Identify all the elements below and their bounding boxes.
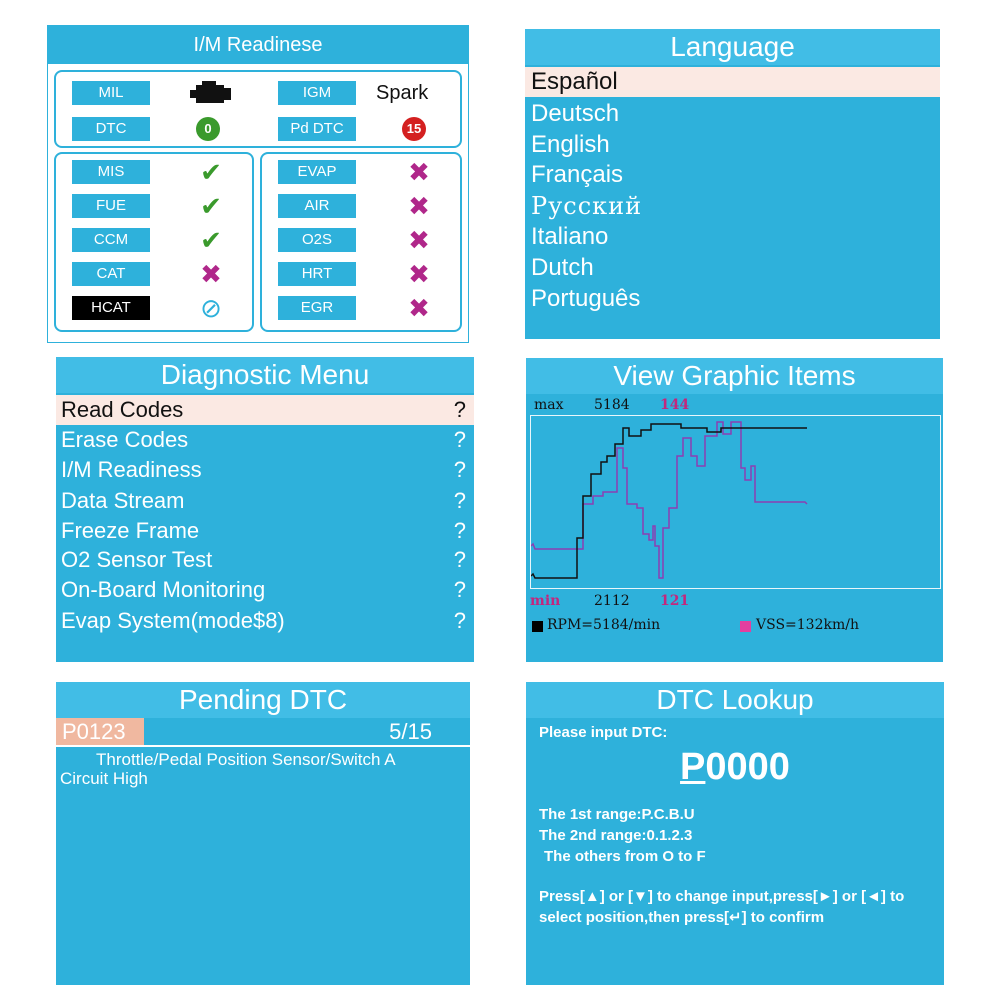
dtc-counter: 5/15 bbox=[389, 719, 432, 744]
menu-item-im-readiness[interactable] bbox=[56, 455, 474, 485]
graph-title: View Graphic Items bbox=[526, 358, 943, 394]
monitor-mis-label: MIS bbox=[72, 160, 150, 184]
help-icon: ? bbox=[453, 547, 466, 572]
monitor-evap-label: EVAP bbox=[278, 160, 356, 184]
min-rpm-value: 2112 bbox=[594, 593, 630, 609]
menu-item-label: Evap System(mode$8) bbox=[61, 608, 285, 633]
menu-item-freeze-frame[interactable] bbox=[56, 516, 474, 546]
language-option-espanol[interactable]: Español bbox=[525, 67, 940, 97]
graph-panel bbox=[526, 358, 943, 662]
cross-icon: ✖ bbox=[408, 225, 430, 255]
dtc-input-field[interactable] bbox=[526, 746, 944, 789]
dtc-description bbox=[60, 750, 440, 788]
monitor-hcat-label: HCAT bbox=[72, 296, 150, 320]
im-readiness-panel bbox=[47, 25, 469, 343]
pd-dtc-label: Pd DTC bbox=[278, 117, 356, 141]
pending-dtc-title: Pending DTC bbox=[56, 682, 470, 718]
range-others-text: The others from O to F bbox=[544, 848, 706, 865]
cross-icon: ✖ bbox=[408, 293, 430, 323]
help-icon: ? bbox=[453, 397, 466, 422]
max-rpm-value: 5184 bbox=[594, 397, 630, 413]
menu-item-on-board-monitoring[interactable] bbox=[56, 575, 474, 605]
vss-series-line bbox=[531, 422, 807, 578]
help-line-1: Press[▲] or [▼] to change input,press[►] or [◄] to bbox=[539, 888, 905, 905]
rpm-legend-swatch bbox=[532, 621, 543, 632]
max-vss-value: 144 bbox=[660, 397, 690, 413]
menu-item-label: Data Stream bbox=[61, 488, 185, 513]
pending-dtc-panel bbox=[56, 682, 470, 985]
language-option-deutsch[interactable]: Deutsch bbox=[531, 100, 620, 127]
monitor-cat-label: CAT bbox=[72, 262, 150, 286]
divider bbox=[56, 745, 470, 747]
diagnostic-menu-title: Diagnostic Menu bbox=[56, 357, 474, 393]
help-icon: ? bbox=[453, 577, 466, 602]
dtc-label: DTC bbox=[72, 117, 150, 141]
help-icon: ? bbox=[453, 608, 466, 633]
engine-icon bbox=[188, 80, 234, 106]
dtc-count-badge: 0 bbox=[196, 117, 220, 141]
graph-plot-area bbox=[530, 415, 941, 589]
rpm-legend-label: RPM=5184/min bbox=[547, 617, 661, 633]
language-panel bbox=[525, 29, 940, 339]
check-icon: ✔ bbox=[200, 225, 222, 255]
monitor-box-right bbox=[260, 152, 462, 332]
language-option-italiano[interactable]: Italiano bbox=[531, 223, 609, 250]
language-option-russian[interactable]: Русский bbox=[531, 192, 643, 220]
range-2-text: The 2nd range:0.1.2.3 bbox=[539, 827, 693, 844]
help-icon: ? bbox=[453, 457, 466, 482]
menu-item-o2-sensor-test[interactable] bbox=[56, 545, 474, 575]
menu-item-data-stream[interactable] bbox=[56, 486, 474, 516]
menu-item-label: I/M Readiness bbox=[61, 457, 202, 482]
menu-item-label: O2 Sensor Test bbox=[61, 547, 213, 572]
diagnostic-menu-panel bbox=[56, 357, 474, 662]
help-icon: ? bbox=[453, 518, 466, 543]
rpm-series-line bbox=[531, 424, 807, 578]
menu-item-evap-system[interactable] bbox=[56, 606, 474, 636]
monitor-fue-label: FUE bbox=[72, 194, 150, 218]
vss-legend-label: VSS=132km/h bbox=[756, 617, 859, 633]
cross-icon: ✖ bbox=[200, 259, 222, 289]
mil-label: MIL bbox=[72, 81, 150, 105]
im-status-box bbox=[54, 70, 462, 148]
help-line-2: select position,then press[↵] to confirm bbox=[539, 909, 825, 926]
language-option-english[interactable]: English bbox=[531, 131, 610, 158]
language-option-francais[interactable]: Français bbox=[531, 161, 624, 188]
check-icon: ✔ bbox=[200, 157, 222, 187]
igm-label: IGM bbox=[278, 81, 356, 105]
input-prompt: Please input DTC: bbox=[539, 724, 668, 741]
monitor-box-left bbox=[54, 152, 254, 332]
monitor-hrt-label: HRT bbox=[278, 262, 356, 286]
dtc-input-cursor-char: P bbox=[680, 746, 706, 788]
min-vss-value: 121 bbox=[660, 593, 690, 609]
language-option-portugues[interactable]: Português bbox=[531, 285, 641, 312]
range-1-text: The 1st range:P.C.B.U bbox=[539, 806, 695, 823]
ignition-type: Spark bbox=[376, 82, 429, 104]
im-readiness-title: I/M Readinese bbox=[48, 26, 468, 64]
help-icon: ? bbox=[453, 427, 466, 452]
monitor-air-label: AIR bbox=[278, 194, 356, 218]
cross-icon: ✖ bbox=[408, 191, 430, 221]
menu-item-erase-codes[interactable] bbox=[56, 425, 474, 455]
cross-icon: ✖ bbox=[408, 259, 430, 289]
dtc-lookup-title: DTC Lookup bbox=[526, 682, 944, 718]
menu-item-label: On-Board Monitoring bbox=[61, 577, 266, 602]
monitor-egr-label: EGR bbox=[278, 296, 356, 320]
dtc-input-rest: 0000 bbox=[705, 746, 790, 788]
monitor-o2s-label: O2S bbox=[278, 228, 356, 252]
menu-item-read-codes[interactable] bbox=[56, 395, 474, 425]
check-icon: ✔ bbox=[200, 191, 222, 221]
monitor-ccm-label: CCM bbox=[72, 228, 150, 252]
help-icon: ? bbox=[453, 488, 466, 513]
menu-item-label: Freeze Frame bbox=[61, 518, 200, 543]
max-label: max bbox=[534, 397, 564, 413]
dtc-lookup-panel bbox=[526, 682, 944, 985]
menu-item-label: Erase Codes bbox=[61, 427, 189, 452]
language-option-dutch[interactable]: Dutch bbox=[531, 254, 594, 281]
menu-item-label: Read Codes bbox=[61, 397, 184, 422]
dtc-description-text: Throttle/Pedal Position Sensor/Switch A Circuit High bbox=[60, 750, 395, 788]
min-label: min bbox=[530, 593, 561, 609]
not-supported-icon: ⊘ bbox=[200, 293, 222, 323]
vss-legend-swatch bbox=[740, 621, 751, 632]
cross-icon: ✖ bbox=[408, 157, 430, 187]
pd-dtc-count-badge: 15 bbox=[402, 117, 426, 141]
graph-svg bbox=[531, 416, 940, 588]
dtc-code: P0123 bbox=[56, 718, 144, 745]
language-title: Language bbox=[525, 29, 940, 65]
